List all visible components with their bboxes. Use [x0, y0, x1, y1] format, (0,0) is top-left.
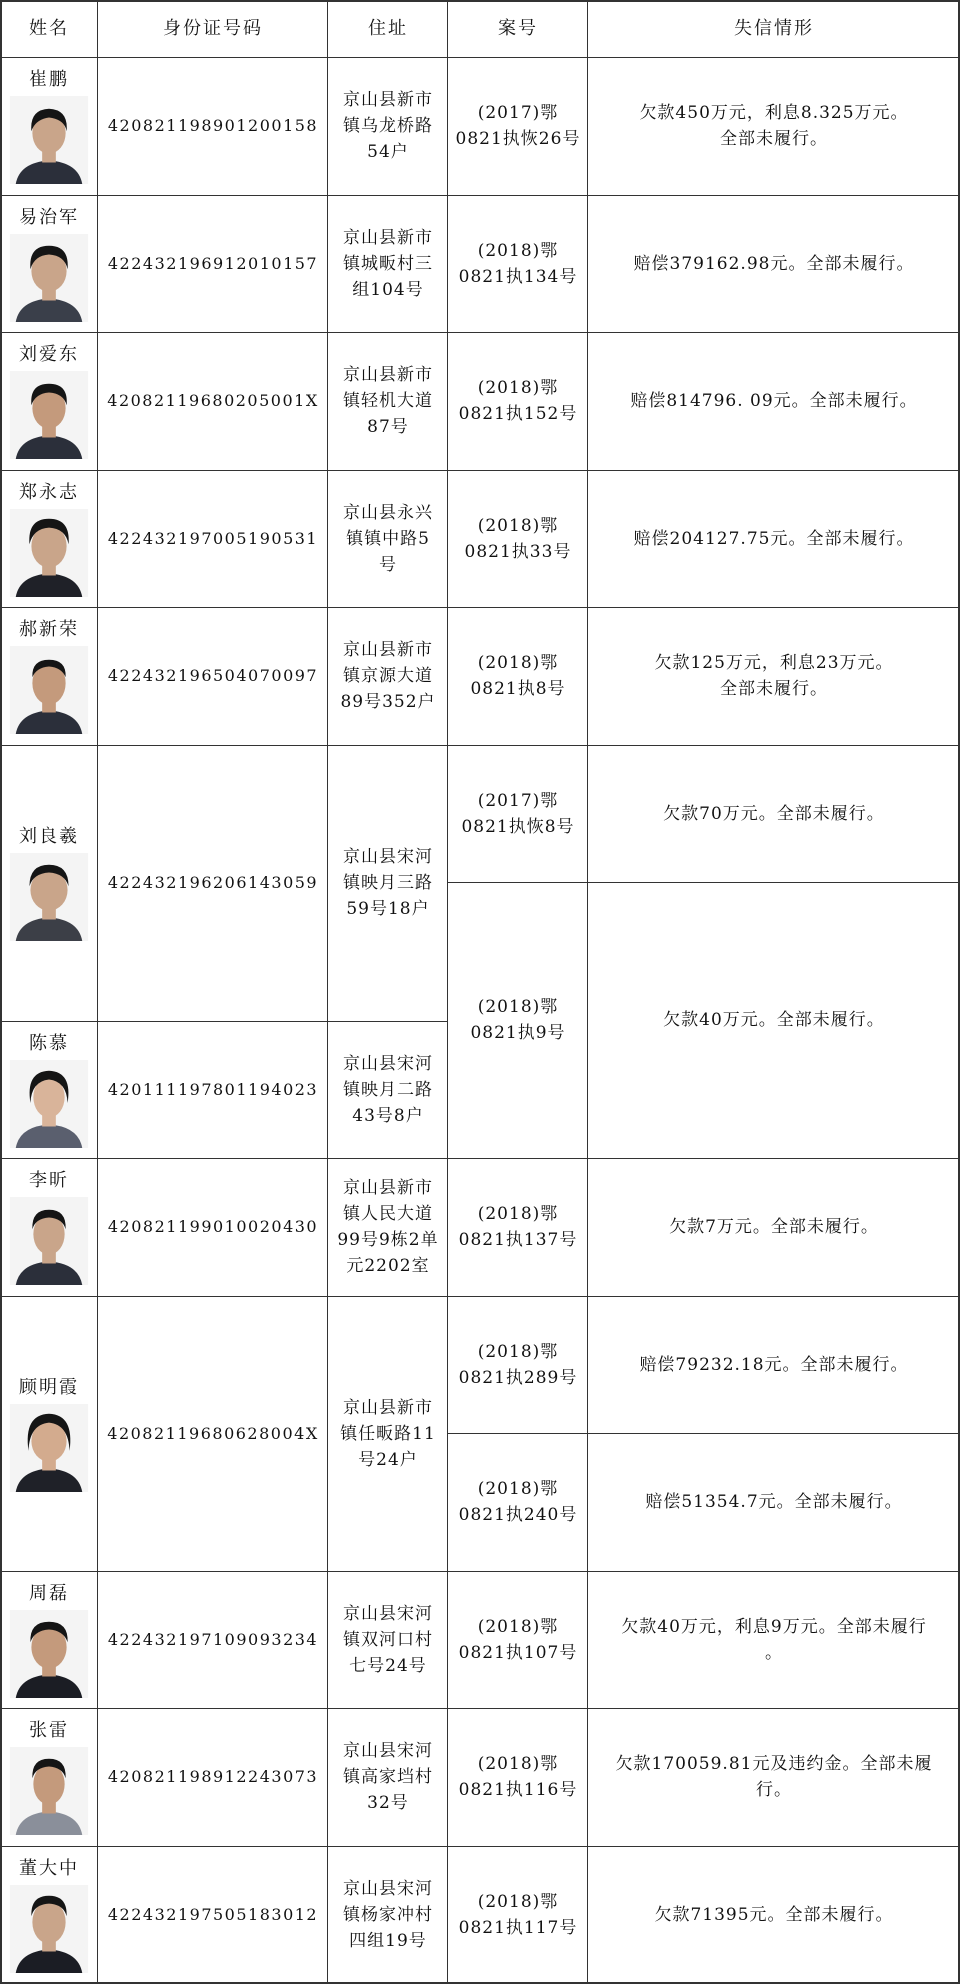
- person-name: 刘爱东: [19, 344, 79, 365]
- case-number: (2018)鄂 0821执116号: [458, 1754, 578, 1800]
- person-cell: [0, 745, 98, 1021]
- situation: 欠款70万元。全部未履行。: [663, 803, 885, 824]
- header-situation: 失信情形: [734, 17, 814, 39]
- row-line: [0, 195, 960, 196]
- person-name: 陈慕: [29, 1032, 69, 1054]
- person-photo: [8, 509, 90, 597]
- person-cell: [0, 332, 98, 470]
- person-photo: [8, 1747, 90, 1835]
- person-photo: [8, 853, 90, 941]
- person-name: 郑永志: [19, 481, 79, 503]
- address: 京山县永兴 镇镇中路5 号: [343, 502, 433, 575]
- case-number: (2018)鄂 0821执8号: [470, 653, 566, 699]
- situation: 欠款40万元，利息9万元。全部未履行 。: [621, 1616, 927, 1663]
- person-cell: [0, 57, 98, 195]
- address: 京山县宋河 镇映月三路 59号18户: [343, 847, 433, 919]
- row-line: [448, 1433, 960, 1434]
- person-name: 易治军: [19, 206, 79, 228]
- person-photo: [8, 96, 90, 184]
- id-number: 420821198912243073: [107, 1767, 319, 1786]
- person-photo: [8, 1060, 90, 1148]
- situation: 欠款170059.81元及违约金。全部未履 行。: [615, 1754, 933, 1800]
- person-photo: [8, 234, 90, 322]
- row-line: [0, 1846, 960, 1847]
- row-line: [0, 332, 960, 333]
- person-cell: [0, 1158, 98, 1296]
- case-number: (2018)鄂 0821执107号: [458, 1616, 578, 1663]
- border-line: [0, 1982, 960, 1984]
- header-id: 身份证号码: [163, 17, 263, 39]
- address: 京山县宋河 镇双河口村 七号24号: [343, 1603, 433, 1676]
- case-number: (2018)鄂 0821执9号: [470, 997, 566, 1043]
- situation: 欠款125万元，利息23万元。 全部未履行。: [654, 653, 894, 699]
- person-photo: [8, 1404, 90, 1492]
- address: 京山县新市 镇京源大道 89号352户: [340, 640, 436, 712]
- id-number: 42082119680205001X: [107, 391, 319, 410]
- row-line: [0, 1571, 960, 1572]
- person-name: 周磊: [29, 1582, 69, 1604]
- row-line: [0, 1296, 960, 1297]
- person-name: 李昕: [29, 1170, 69, 1191]
- situation: 欠款450万元，利息8.325万元。 全部未履行。: [639, 103, 909, 149]
- id-number: 422432197109093234: [107, 1629, 319, 1649]
- row-line: [0, 470, 960, 471]
- case-number: (2018)鄂 0821执137号: [458, 1204, 578, 1250]
- id-number: 42082119680628004X: [107, 1423, 319, 1443]
- person-cell: [0, 470, 98, 607]
- case-number: (2018)鄂 0821执152号: [458, 378, 578, 424]
- header-address: 住址: [368, 17, 408, 39]
- row-line: [0, 1021, 448, 1022]
- situation: 欠款71395元。全部未履行。: [654, 1904, 894, 1925]
- id-number: 420821199010020430: [107, 1217, 319, 1236]
- situation: 赔偿204127.75元。全部未履行。: [633, 528, 915, 549]
- person-cell: [0, 1571, 98, 1708]
- situation: 欠款7万元。全部未履行。: [669, 1217, 879, 1237]
- case-number: (2018)鄂 0821执289号: [458, 1341, 578, 1388]
- id-number: 422432197005190531: [107, 528, 319, 548]
- case-number: (2018)鄂 0821执33号: [464, 515, 572, 562]
- case-number: (2017)鄂 0821执恢8号: [461, 790, 575, 837]
- case-number: (2018)鄂 0821执134号: [458, 240, 578, 287]
- person-photo: [8, 371, 90, 459]
- id-number: 420111197801194023: [107, 1079, 319, 1099]
- header-case: 案号: [498, 17, 538, 39]
- person-cell: [0, 1846, 98, 1983]
- address: 京山县宋河 镇映月二路 43号8户: [343, 1053, 433, 1126]
- case-number: (2017)鄂 0821执恢26号: [455, 103, 581, 149]
- person-cell: [0, 1708, 98, 1846]
- column-line: [447, 0, 448, 1984]
- person-name: 顾明霞: [19, 1376, 79, 1398]
- person-photo: [8, 1197, 90, 1285]
- row-line: [0, 1708, 960, 1709]
- person-cell: [0, 607, 98, 745]
- row-line: [0, 57, 960, 58]
- row-line: [448, 882, 960, 883]
- person-photo: [8, 1885, 90, 1973]
- address: 京山县新市 镇城畈村三 组104号: [343, 227, 433, 300]
- address: 京山县宋河 镇高家垱村 32号: [343, 1741, 433, 1813]
- person-name: 刘良羲: [19, 826, 79, 847]
- column-line: [587, 0, 588, 1984]
- row-line: [0, 745, 960, 746]
- id-number: 422432196504070097: [107, 666, 319, 685]
- address: 京山县新市 镇人民大道 99号9栋2单 元2202室: [337, 1178, 439, 1276]
- person-cell: [0, 1021, 98, 1158]
- row-line: [0, 607, 960, 608]
- id-number: 422432197505183012: [107, 1904, 319, 1924]
- address: 京山县宋河 镇杨家冲村 四组19号: [343, 1878, 433, 1951]
- person-name: 张雷: [29, 1720, 69, 1741]
- id-number: 420821198901200158: [107, 116, 319, 135]
- person-cell: [0, 195, 98, 332]
- border-line: [0, 0, 2, 1984]
- address: 京山县新市 镇乌龙桥路 54户: [343, 90, 433, 162]
- person-cell: [0, 1296, 98, 1571]
- situation: 赔偿51354.7元。全部未履行。: [645, 1492, 903, 1512]
- person-photo: [8, 646, 90, 734]
- header-name: 姓名: [29, 17, 69, 39]
- column-line: [327, 0, 328, 1984]
- row-line: [0, 1158, 960, 1159]
- id-number: 422432196912010157: [107, 253, 319, 273]
- case-number: (2018)鄂 0821执240号: [458, 1479, 578, 1525]
- column-line: [97, 0, 98, 1984]
- person-name: 崔鹏: [29, 69, 69, 90]
- situation: 赔偿79232.18元。全部未履行。: [639, 1354, 909, 1375]
- person-photo: [8, 1610, 90, 1698]
- address: 京山县新市 镇轻机大道 87号: [343, 365, 433, 437]
- situation: 赔偿814796. 09元。全部未履行。: [630, 391, 918, 411]
- case-number: (2018)鄂 0821执117号: [458, 1891, 578, 1938]
- address: 京山县新市 镇任畈路11 号24户: [340, 1397, 436, 1470]
- border-line: [0, 0, 960, 2]
- person-name: 董大中: [19, 1857, 79, 1879]
- situation: 赔偿379162.98元。全部未履行。: [633, 253, 915, 274]
- id-number: 422432196206143059: [107, 873, 319, 892]
- situation: 欠款40万元。全部未履行。: [663, 1010, 885, 1030]
- person-name: 郝新荣: [19, 619, 79, 640]
